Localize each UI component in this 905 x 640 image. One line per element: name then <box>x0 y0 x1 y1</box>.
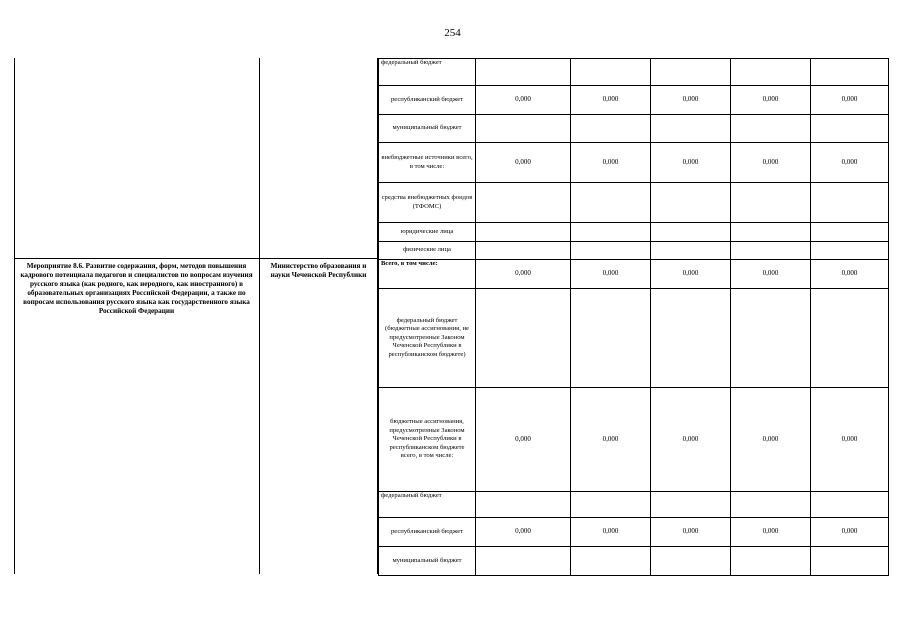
funding-value-cell <box>571 223 651 242</box>
column-border-left <box>14 58 15 574</box>
funding-value-cell: 0,000 <box>811 388 889 492</box>
table-row <box>379 115 889 143</box>
column-border-middle <box>259 58 260 574</box>
funding-value-cell <box>476 223 571 242</box>
table-row <box>379 223 889 242</box>
funding-value-cell: 0,000 <box>651 388 731 492</box>
funding-value-cell: 0,000 <box>571 143 651 183</box>
funding-value-cell <box>731 492 811 518</box>
funding-value-cell <box>731 183 811 223</box>
funding-value-cell: 0,000 <box>731 518 811 547</box>
funding-value-cell <box>571 115 651 143</box>
funding-value-cell <box>651 183 731 223</box>
funding-value-cell: 0,000 <box>476 143 571 183</box>
funding-value-cell <box>571 492 651 518</box>
funding-value-cell: 0,000 <box>476 86 571 115</box>
funding-value-cell <box>811 547 889 576</box>
table-row <box>379 492 889 518</box>
funding-value-cell <box>571 547 651 576</box>
funding-value-cell: 0,000 <box>651 518 731 547</box>
table-row <box>379 143 889 183</box>
funding-value-cell <box>731 289 811 388</box>
table-row <box>379 59 889 86</box>
funding-value-cell <box>651 223 731 242</box>
funding-source-label: Всего, в том числе: <box>379 260 476 289</box>
funding-value-cell <box>476 547 571 576</box>
funding-source-label: муниципальный бюджет <box>379 547 476 576</box>
funding-value-cell: 0,000 <box>731 86 811 115</box>
funding-value-cell <box>811 115 889 143</box>
funding-value-cell: 0,000 <box>571 518 651 547</box>
funding-value-cell <box>811 492 889 518</box>
funding-value-cell <box>651 115 731 143</box>
measure-separator <box>14 258 378 259</box>
table-row <box>379 242 889 260</box>
funding-value-cell <box>731 242 811 260</box>
funding-value-cell: 0,000 <box>476 388 571 492</box>
funding-value-cell <box>476 492 571 518</box>
funding-value-cell <box>811 223 889 242</box>
table-row <box>379 260 889 289</box>
funding-source-label: физические лица <box>379 242 476 260</box>
measure-executor: Министерство образования и науки Чеченской Республики <box>270 262 367 279</box>
funding-value-cell: 0,000 <box>811 518 889 547</box>
funding-value-cell <box>731 223 811 242</box>
funding-value-cell <box>651 492 731 518</box>
funding-value-cell <box>476 289 571 388</box>
funding-source-label: юридические лица <box>379 223 476 242</box>
funding-source-label: муниципальный бюджет <box>379 115 476 143</box>
funding-value-cell: 0,000 <box>571 86 651 115</box>
funding-value-cell <box>731 547 811 576</box>
funding-value-cell: 0,000 <box>731 260 811 289</box>
funding-value-cell <box>571 289 651 388</box>
funding-value-cell <box>476 59 571 86</box>
funding-value-cell <box>476 183 571 223</box>
table-row <box>379 518 889 547</box>
funding-source-label: федеральный бюджет <box>379 492 476 518</box>
funding-source-label: федеральный бюджет (бюджетные ассигнования, не предусмотренные Законом Чеченской Республики в республиканском бюджете) <box>379 289 476 388</box>
funding-value-cell: 0,000 <box>651 86 731 115</box>
funding-table <box>378 58 889 576</box>
funding-value-cell <box>476 115 571 143</box>
funding-value-cell <box>651 289 731 388</box>
funding-source-label: республиканский бюджет <box>379 86 476 115</box>
funding-value-cell <box>811 59 889 86</box>
funding-value-cell <box>651 59 731 86</box>
funding-value-cell <box>651 547 731 576</box>
funding-source-label: внебюджетные источники всего, в том числе: <box>379 143 476 183</box>
funding-source-label: средства внебюджетных фондов (ТФОМС) <box>379 183 476 223</box>
funding-source-label: федеральный бюджет <box>379 59 476 86</box>
table-row <box>379 183 889 223</box>
funding-value-cell <box>571 183 651 223</box>
table-row <box>379 388 889 492</box>
funding-value-cell <box>571 242 651 260</box>
funding-value-cell <box>651 242 731 260</box>
funding-value-cell <box>571 59 651 86</box>
funding-value-cell: 0,000 <box>811 86 889 115</box>
funding-value-cell: 0,000 <box>651 143 731 183</box>
funding-source-label: бюджетные ассигнования, предусмотренные Законом Чеченской Республики в республиканском бюджете всего, в том числе: <box>379 388 476 492</box>
funding-value-cell: 0,000 <box>811 260 889 289</box>
table-row <box>379 547 889 576</box>
funding-value-cell <box>811 183 889 223</box>
funding-value-cell: 0,000 <box>476 260 571 289</box>
funding-value-cell: 0,000 <box>476 518 571 547</box>
page-number: 254 <box>444 27 461 39</box>
funding-value-cell: 0,000 <box>651 260 731 289</box>
funding-value-cell: 0,000 <box>811 143 889 183</box>
funding-value-cell <box>731 59 811 86</box>
funding-source-label: республиканский бюджет <box>379 518 476 547</box>
measure-title: Мероприятие 8.6. Развитие содержания, форм, методов повышения кадрового потенциала педагогов и специалистов по вопросам изучения русского языка (как родного, как неродного, как иностранного) в образовательных организациях Российской Федерации, а также по вопросам использования русского языка как государственного языка Российской Федерации <box>20 262 253 315</box>
funding-value-cell <box>811 242 889 260</box>
funding-value-cell: 0,000 <box>731 388 811 492</box>
funding-value-cell: 0,000 <box>571 260 651 289</box>
funding-value-cell <box>476 242 571 260</box>
funding-value-cell <box>731 115 811 143</box>
table-row <box>379 289 889 388</box>
funding-value-cell: 0,000 <box>571 388 651 492</box>
table-row <box>379 86 889 115</box>
funding-value-cell <box>811 289 889 388</box>
funding-value-cell: 0,000 <box>731 143 811 183</box>
